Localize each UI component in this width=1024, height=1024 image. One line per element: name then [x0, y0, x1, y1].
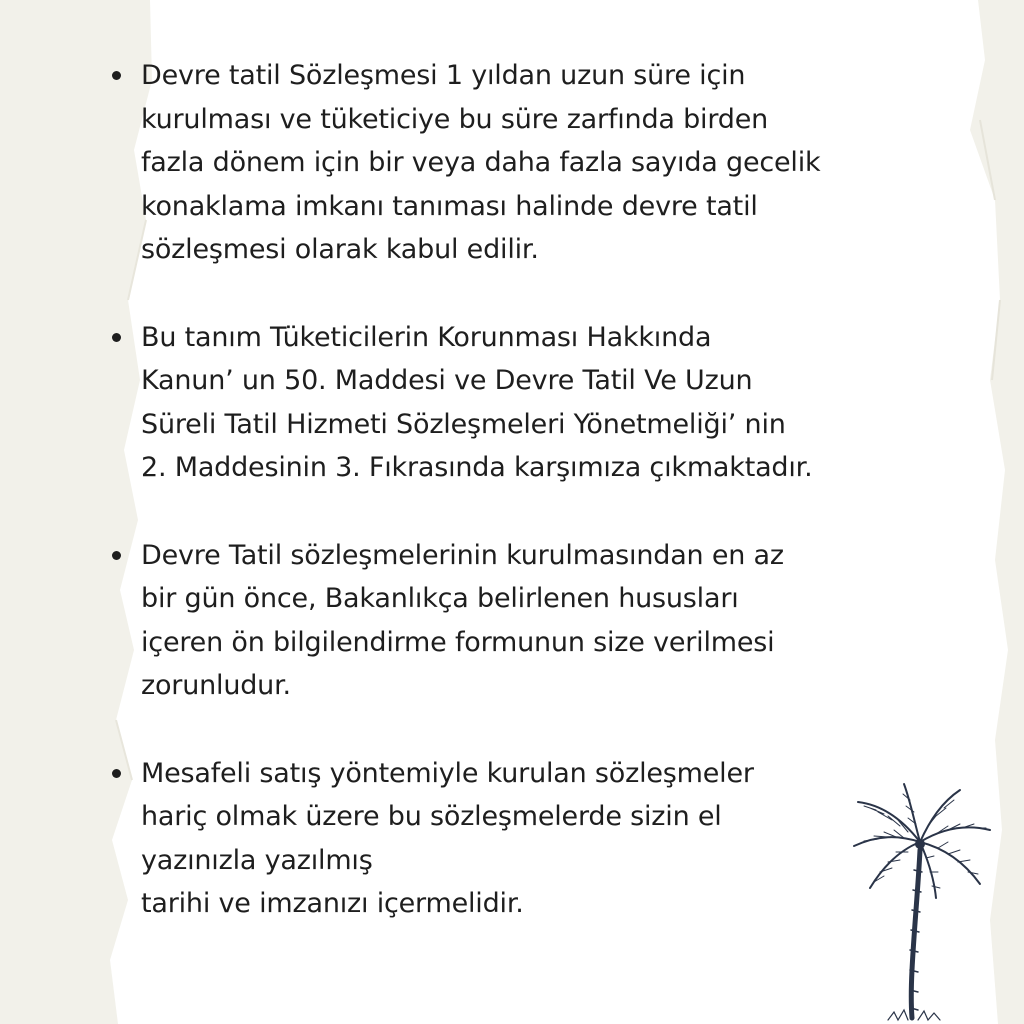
bullet-text-line: içeren ön bilgilendirme formunun size verilmesi: [141, 626, 775, 658]
bullet-list: [108, 54, 948, 926]
bullet-item: [108, 54, 948, 272]
bullet-text-line: sözleşmesi olarak kabul edilir.: [141, 234, 539, 266]
bullet-text-line: Mesafeli satış yöntemiyle kurulan sözleşmeler: [141, 757, 754, 789]
bullet-text-line: tarihi ve imzanızı içermelidir.: [141, 888, 524, 920]
bullet-dot-icon: [112, 333, 121, 342]
bullet-dot-icon: [112, 769, 121, 778]
bullet-text-line: fazla dönem için bir veya daha fazla sayıda gecelik: [141, 147, 821, 179]
bullet-text-line: Devre Tatil sözleşmelerinin kurulmasından en az: [141, 539, 784, 571]
bullet-item: [108, 752, 948, 926]
bullet-item: [108, 316, 948, 490]
bullet-list-container: [108, 54, 948, 969]
bullet-text-line: 2. Maddesinin 3. Fıkrasında karşımıza çıkmaktadır.: [141, 452, 813, 484]
bullet-text-line: Devre tatil Sözleşmesi 1 yıldan uzun süre için: [141, 60, 746, 91]
bullet-text-line: bir gün önce, Bakanlıkça belirlenen hususları: [141, 583, 739, 615]
bullet-text-line: konaklama imkanı tanıması halinde devre tatil: [141, 190, 758, 222]
bullet-text-line: yazınızla yazılmış: [141, 844, 373, 876]
palm-tree-icon: [848, 780, 998, 1024]
bullet-text-line: kurulması ve tüketiciye bu süre zarfında birden: [141, 103, 769, 135]
bullet-text-line: Bu tanım Tüketicilerin Korunması Hakkında: [141, 321, 712, 353]
bullet-item: [108, 534, 948, 708]
bullet-text-line: Kanun’ un 50. Maddesi ve Devre Tatil Ve Uzun: [141, 365, 753, 397]
bullet-dot-icon: [112, 551, 121, 560]
bullet-text-line: Süreli Tatil Hizmeti Sözleşmeleri Yönetmeliği’ nin: [141, 408, 786, 440]
bullet-dot-icon: [112, 71, 121, 80]
bullet-text-line: hariç olmak üzere bu sözleşmelerde sizin el: [141, 801, 722, 833]
bullet-text-line: zorunludur.: [141, 670, 291, 702]
